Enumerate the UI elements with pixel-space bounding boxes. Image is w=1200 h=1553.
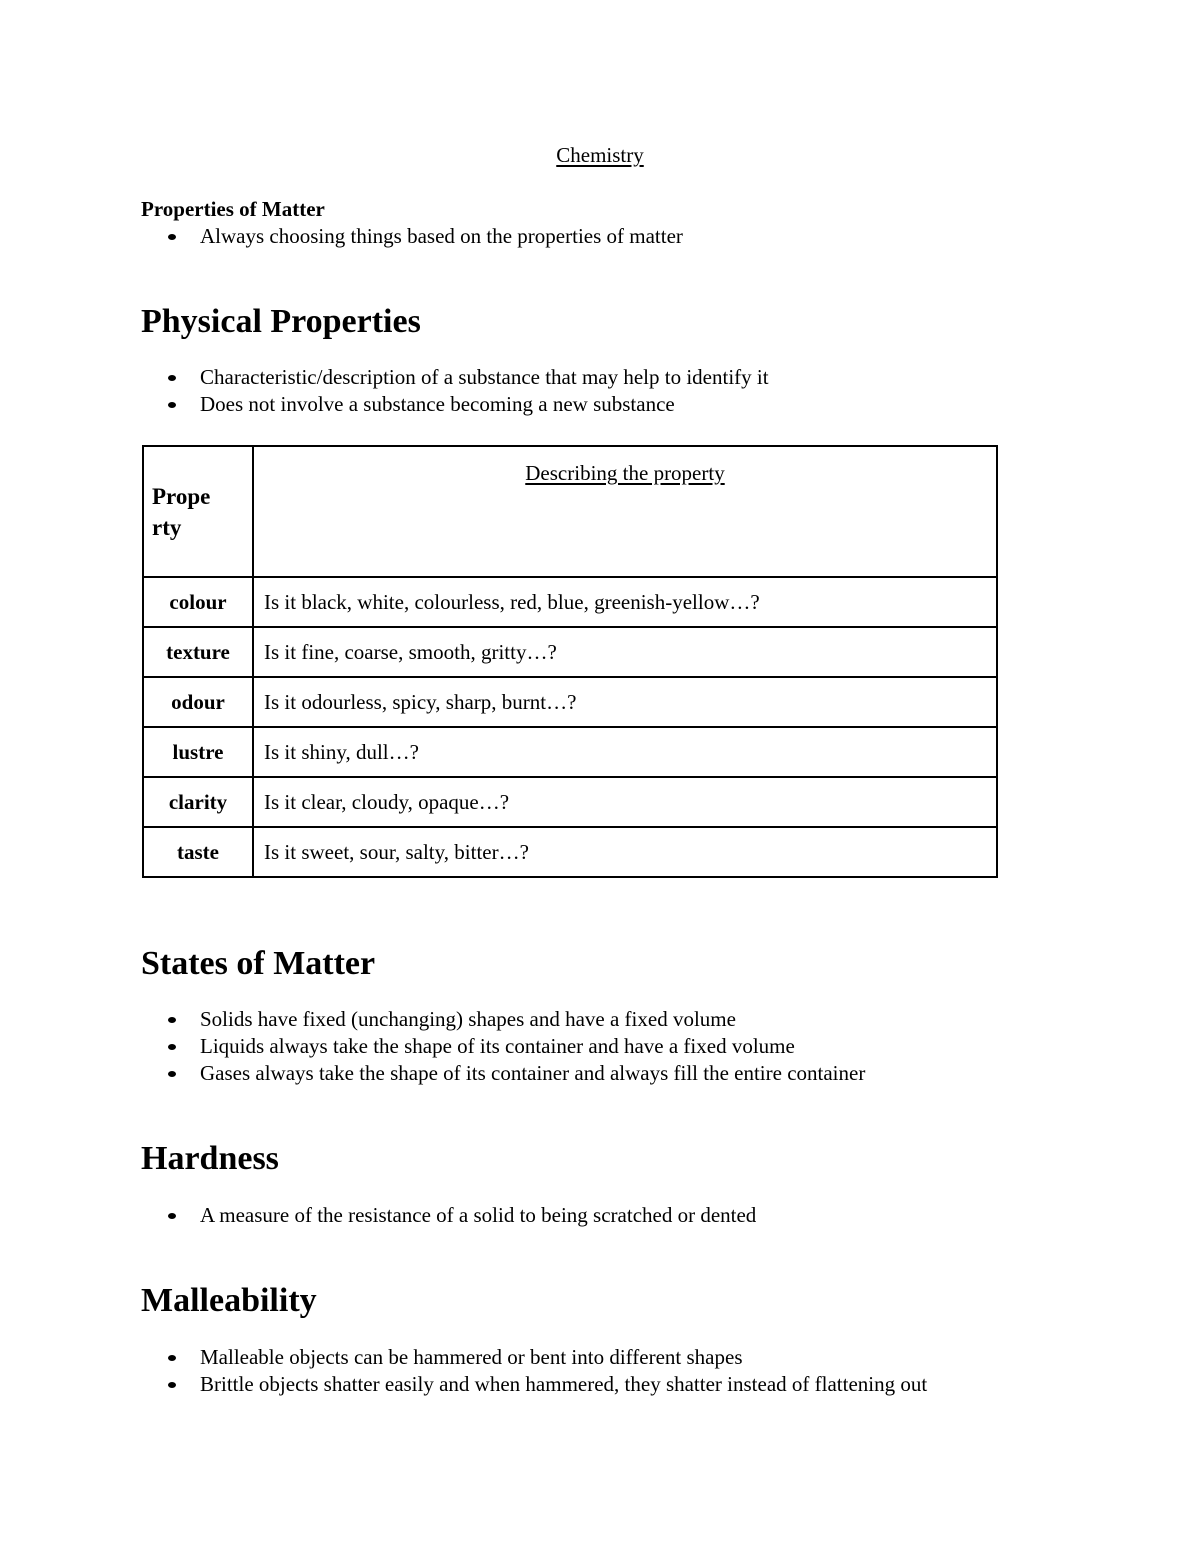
bullet-icon (168, 402, 176, 408)
table-header-row (143, 446, 997, 577)
bullet-icon (168, 1213, 176, 1219)
states-of-matter-list (166, 1006, 865, 1087)
list-item: Liquids always take the shape of its container and have a fixed volume (166, 1033, 865, 1060)
table-row (143, 677, 997, 727)
property-cell: taste (143, 827, 253, 877)
section-heading-states-of-matter: States of Matter (141, 945, 376, 982)
section-heading-hardness: Hardness (141, 1140, 279, 1177)
table-row (143, 777, 997, 827)
malleability-list (166, 1344, 927, 1398)
property-cell: colour (143, 577, 253, 627)
bullet-icon (168, 1382, 176, 1388)
table-row (143, 827, 997, 877)
description-cell: Is it shiny, dull…? (253, 727, 997, 777)
list-item: Gases always take the shape of its container and always fill the entire container (166, 1060, 865, 1087)
bullet-icon (168, 234, 176, 240)
description-cell: Is it fine, coarse, smooth, gritty…? (253, 627, 997, 677)
bullet-icon (168, 1071, 176, 1077)
property-cell: odour (143, 677, 253, 727)
list-item: Always choosing things based on the properties of matter (166, 223, 683, 250)
section-heading-malleability: Malleability (141, 1282, 317, 1319)
bullet-icon (168, 1044, 176, 1050)
list-item: Does not involve a substance becoming a new substance (166, 391, 769, 418)
table-row (143, 577, 997, 627)
section-heading-physical-properties: Physical Properties (141, 303, 421, 340)
properties-table (142, 445, 998, 878)
description-cell: Is it odourless, spicy, sharp, burnt…? (253, 677, 997, 727)
section-heading-properties-of-matter: Properties of Matter (141, 197, 325, 221)
hardness-list (166, 1202, 756, 1229)
table-row (143, 727, 997, 777)
list-item: Characteristic/description of a substance that may help to identify it (166, 364, 769, 391)
header-description: Describing the property (253, 446, 997, 577)
property-cell: clarity (143, 777, 253, 827)
bullet-icon (168, 1017, 176, 1023)
list-item: Malleable objects can be hammered or bent into different shapes (166, 1344, 927, 1371)
description-cell: Is it black, white, colourless, red, blue, greenish-yellow…? (253, 577, 997, 627)
table-row (143, 627, 997, 677)
list-item: Brittle objects shatter easily and when hammered, they shatter instead of flattening out (166, 1371, 927, 1398)
list-item: A measure of the resistance of a solid to being scratched or dented (166, 1202, 756, 1229)
property-cell: lustre (143, 727, 253, 777)
list-item: Solids have fixed (unchanging) shapes and have a fixed volume (166, 1006, 865, 1033)
header-property: Prope rty (143, 446, 253, 577)
description-cell: Is it clear, cloudy, opaque…? (253, 777, 997, 827)
bullet-icon (168, 1355, 176, 1361)
bullet-icon (168, 375, 176, 381)
property-cell: texture (143, 627, 253, 677)
document-title: Chemistry (556, 143, 644, 167)
description-cell: Is it sweet, sour, salty, bitter…? (253, 827, 997, 877)
physical-properties-list (166, 364, 769, 418)
properties-of-matter-list (166, 223, 683, 250)
